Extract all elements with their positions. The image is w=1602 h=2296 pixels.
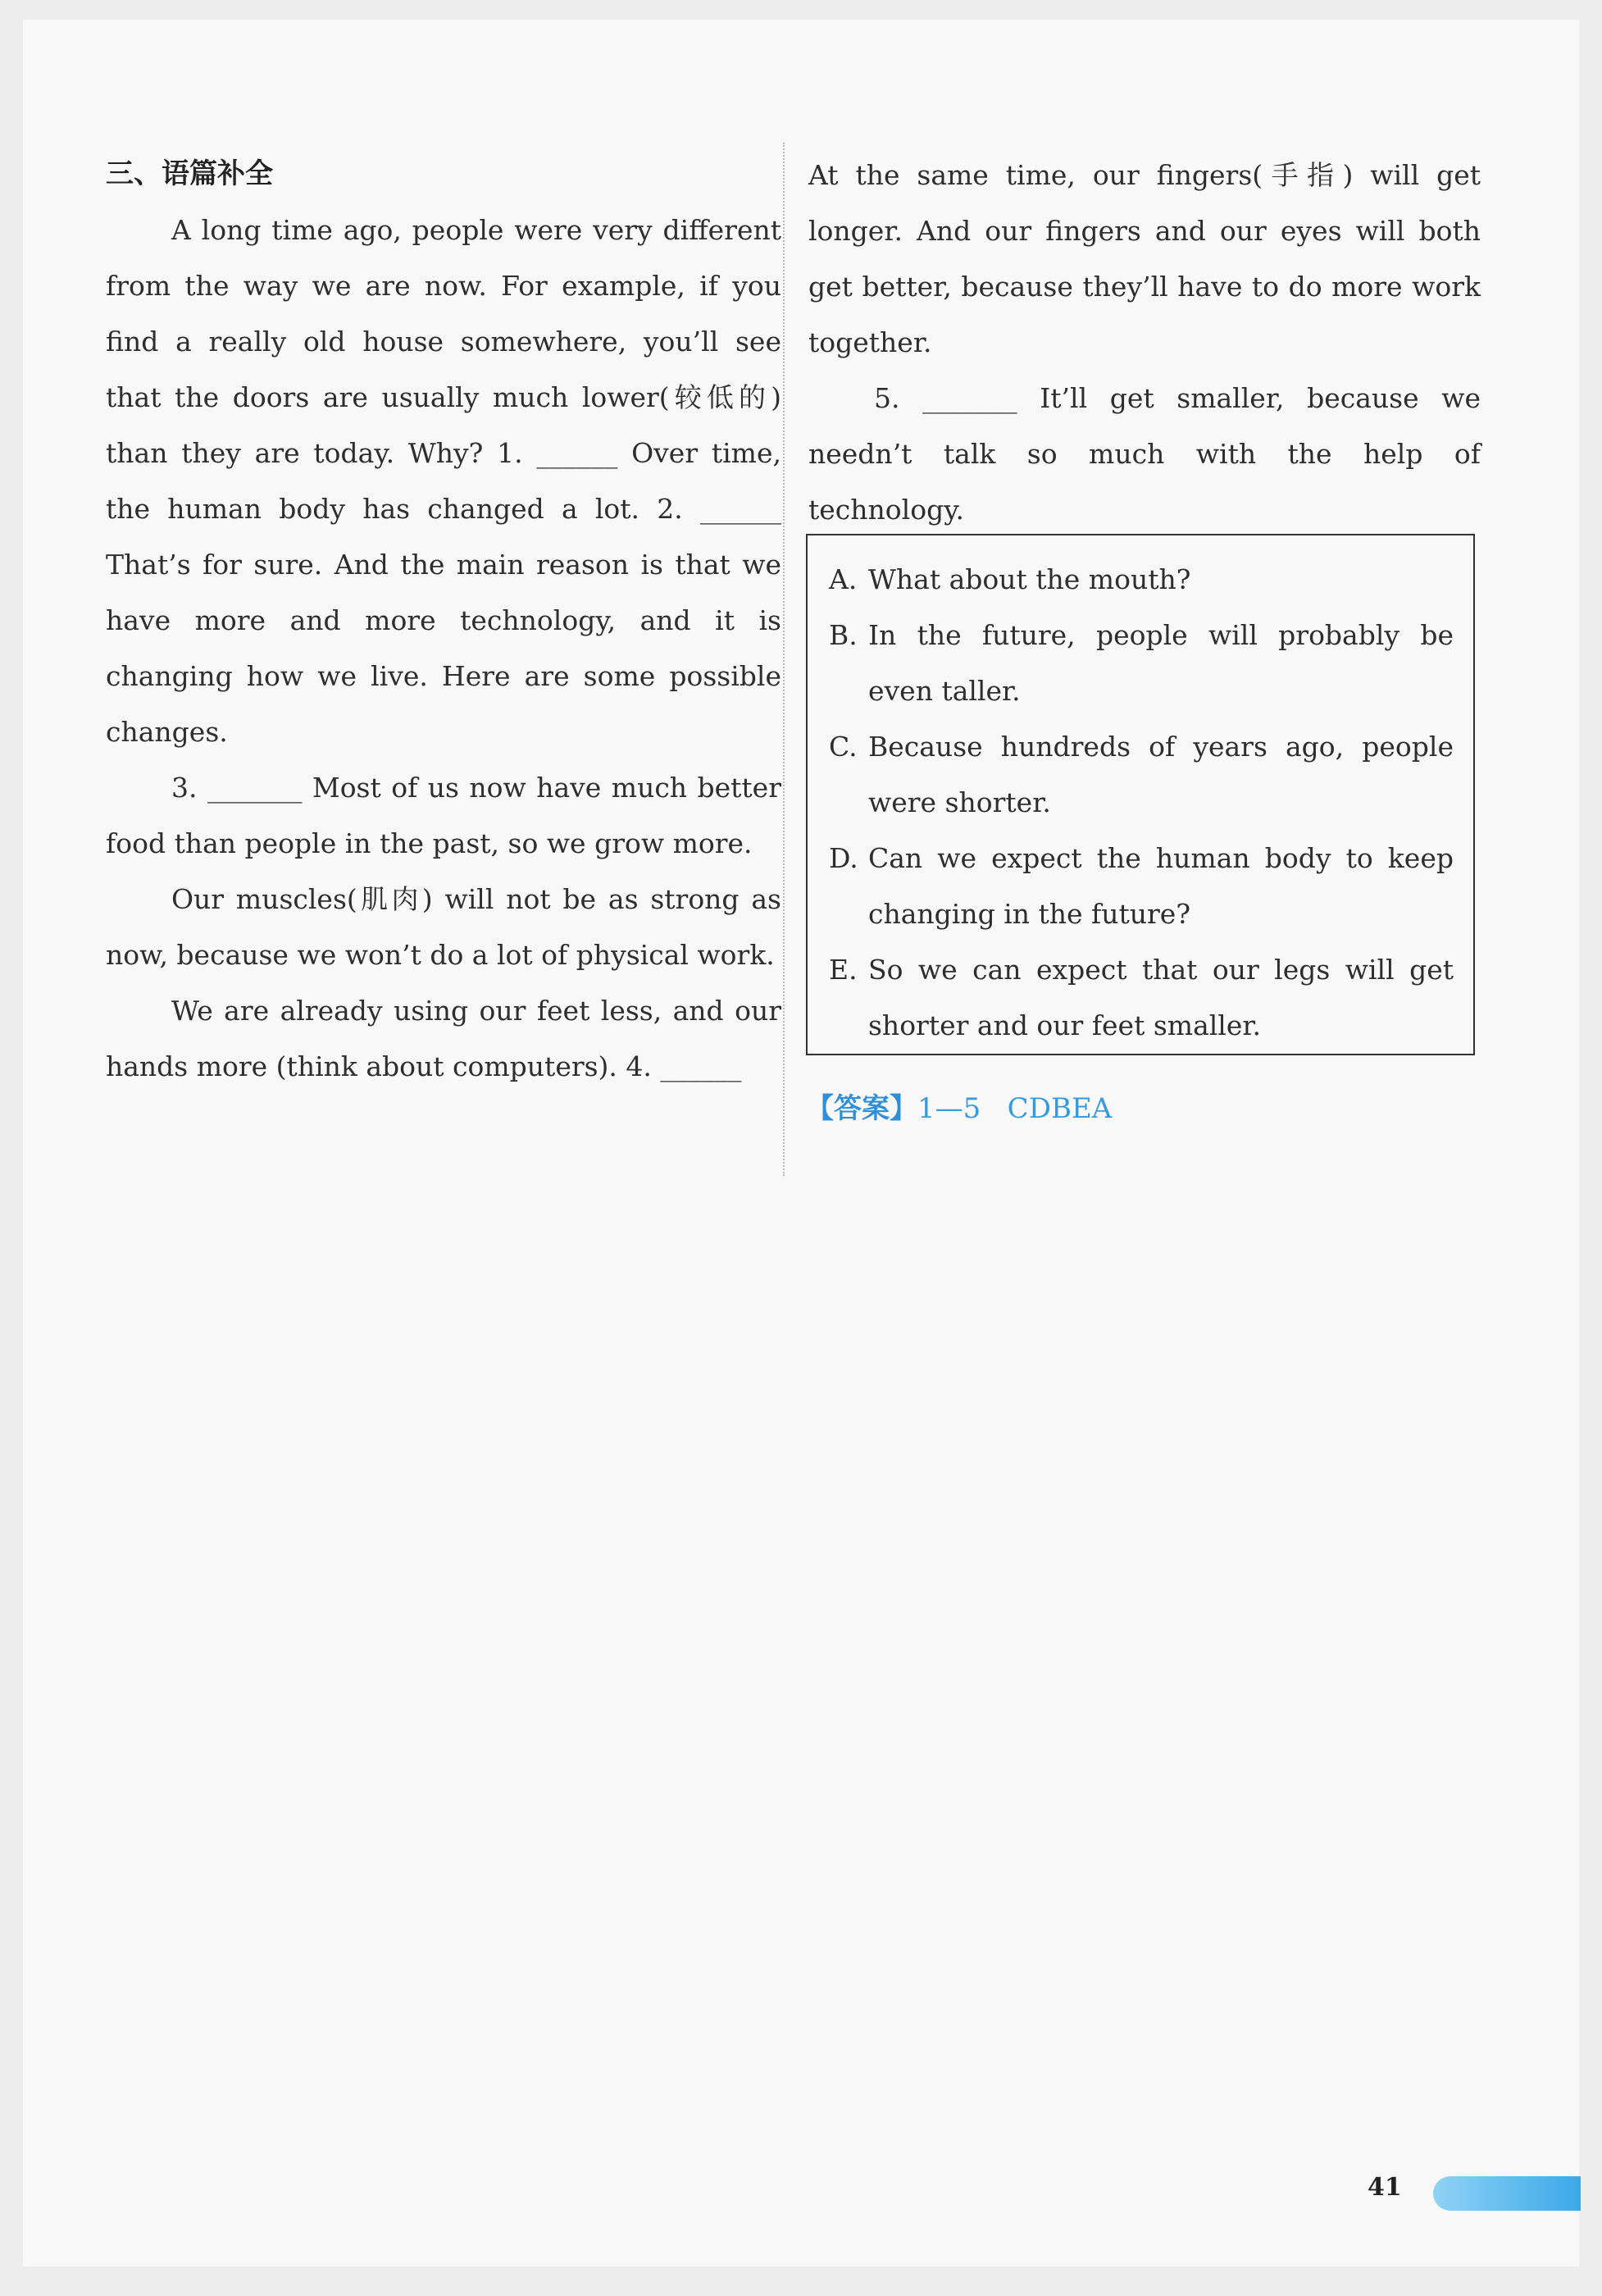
passage-paragraph-6: 5. _______ It’ll get smaller, because we needn’t talk so much with the help of technology. [808,382,1481,526]
option-item [829,831,1454,942]
answer-text: 1—5 CDBEA [917,1092,1113,1125]
page-number: 41 [1368,2173,1402,2202]
passage-paragraph-1: A long time ago, people were very different from the way we are now. For example, if you find a really old house somewhere, you’ll see that the doors are usually much lower(较低的) than they are today. Why? 1. ______ Over time, the human body has changed a lot. 2. ______ That’s for sure. And the main reason is that we have more and more technology, and it is changing how we live. Here are some possible changes. [106,214,781,748]
passage-paragraph-2: 3. _______ Most of us now have much better food than people in the past, so we grow more. [106,772,781,859]
document-page [23,20,1579,2266]
passage-paragraph-3: Our muscles(肌肉) will not be as strong as now, because we won’t do a lot of physical work. [106,883,781,971]
answer-line [806,1086,1112,1126]
section-heading: 三、语篇补全 [106,157,273,190]
option-item [829,608,1454,719]
option-letter: B. [829,619,858,651]
answer-tag: 【答案】 [806,1092,917,1125]
option-letter: D. [829,842,858,874]
option-letter: A. [829,563,858,595]
passage-paragraph-4: We are already using our feet less, and our hands more (think about computers). 4. ______ [106,995,781,1082]
option-text: Can we expect the human body to keep changing in the future? [868,842,1454,930]
option-item [829,719,1454,831]
option-letter: E. [829,954,858,986]
page-number-strip [1433,2176,1581,2211]
option-letter: C. [829,731,858,763]
option-text: What about the mouth? [868,563,1191,595]
option-text: Because hundreds of years ago, people were shorter. [868,731,1454,818]
column-divider [783,143,785,1176]
passage-paragraph-5: At the same time, our fingers(手指) will get longer. And our fingers and our eyes will both get better, because they’ll have to do more work together. [808,159,1481,358]
option-text: So we can expect that our legs will get shorter and our feet smaller. [868,954,1454,1041]
option-item [829,552,1454,608]
options-box [806,534,1475,1055]
option-item [829,942,1454,1054]
option-text: In the future, people will probably be even taller. [868,619,1454,707]
